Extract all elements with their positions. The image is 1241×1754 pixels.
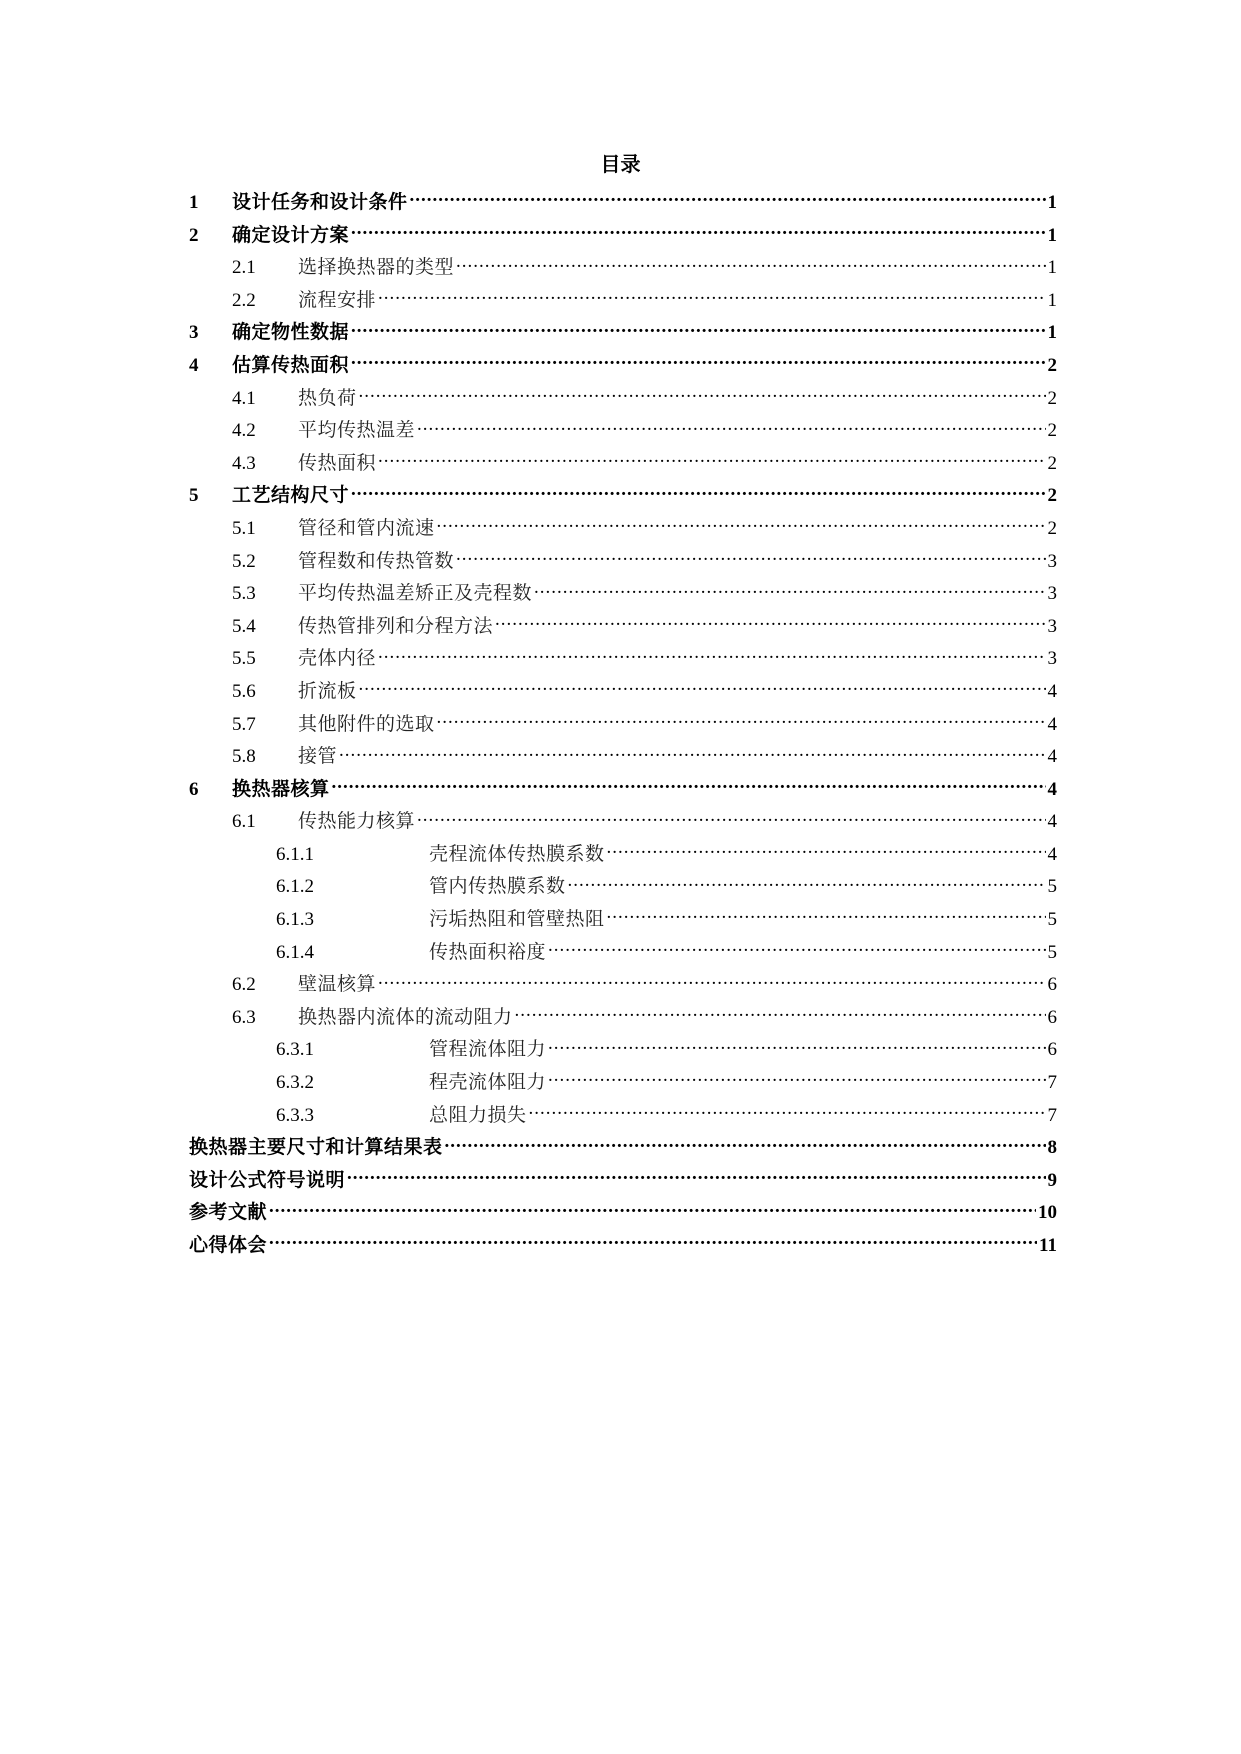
toc-entry-number: 6.3.1 xyxy=(276,1039,314,1061)
toc-entry-number: 5.1 xyxy=(232,517,256,539)
toc-entry-title: 壁温核算 xyxy=(298,973,377,996)
toc-entry[interactable] xyxy=(189,447,1057,480)
toc-entry-title: 工艺结构尺寸 xyxy=(232,484,350,507)
toc-dot-leader xyxy=(607,841,1046,860)
toc-dot-leader xyxy=(347,1167,1045,1186)
toc-entry-page-number: 6 xyxy=(1047,974,1057,996)
toc-entry-title: 管内传热膜系数 xyxy=(429,875,566,898)
toc-dot-leader xyxy=(378,645,1045,664)
toc-dot-leader xyxy=(351,319,1045,338)
toc-entry-page-number: 1 xyxy=(1047,224,1057,246)
toc-dot-leader xyxy=(378,450,1045,469)
toc-entry-page-number: 2 xyxy=(1047,387,1057,409)
toc-dot-leader xyxy=(351,482,1045,501)
toc-entry-title: 换热器核算 xyxy=(232,777,330,800)
toc-entry-number: 6.1 xyxy=(232,811,256,833)
toc-entry-title: 污垢热阻和管壁热阻 xyxy=(429,908,605,931)
toc-entry[interactable] xyxy=(189,479,1057,512)
toc-entry-title: 心得体会 xyxy=(189,1234,268,1256)
toc-entry-number: 5 xyxy=(189,485,199,507)
toc-dot-leader xyxy=(548,939,1045,958)
toc-entry-page-number: 5 xyxy=(1047,909,1057,931)
toc-entry-number: 6.1.1 xyxy=(276,843,314,865)
toc-entry-title: 接管 xyxy=(298,745,338,768)
toc-entry[interactable] xyxy=(189,382,1057,415)
toc-entry-number: 6.3 xyxy=(232,1006,256,1028)
toc-entry[interactable] xyxy=(189,316,1057,349)
toc-entry-page-number: 7 xyxy=(1047,1072,1057,1094)
toc-dot-leader xyxy=(359,678,1046,697)
toc-entry[interactable] xyxy=(189,642,1057,675)
toc-entry-page-number: 6 xyxy=(1047,1039,1057,1061)
toc-entry[interactable] xyxy=(189,968,1057,1001)
toc-entry-page-number: 4 xyxy=(1047,811,1057,833)
toc-entry-page-number: 3 xyxy=(1047,583,1057,605)
toc-dot-leader xyxy=(548,1036,1045,1055)
toc-entry[interactable] xyxy=(189,740,1057,773)
toc-entry-page-number: 2 xyxy=(1047,354,1057,376)
toc-entry[interactable] xyxy=(189,577,1057,610)
toc-dot-leader xyxy=(417,417,1045,436)
toc-entry-page-number: 2 xyxy=(1047,452,1057,474)
toc-entry-title: 管径和管内流速 xyxy=(298,516,435,539)
toc-dot-leader xyxy=(607,906,1046,925)
toc-entry-title: 确定物性数据 xyxy=(232,321,350,344)
toc-entry[interactable] xyxy=(189,708,1057,741)
toc-entry-title: 传热面积 xyxy=(298,451,377,474)
toc-entry-number: 1 xyxy=(189,192,199,213)
toc-entry-page-number: 6 xyxy=(1047,1006,1057,1028)
toc-entry-number: 2 xyxy=(189,224,199,246)
toc-entry-number: 6.3.2 xyxy=(276,1072,314,1094)
toc-entry-title: 估算传热面积 xyxy=(232,353,350,376)
toc-entry[interactable] xyxy=(189,838,1057,871)
toc-dot-leader xyxy=(495,613,1045,632)
toc-entry-page-number: 4 xyxy=(1047,843,1057,865)
toc-title: 目录 xyxy=(600,152,641,176)
toc-entry-number: 4 xyxy=(189,354,199,376)
toc-dot-leader xyxy=(269,1232,1037,1251)
toc-entry-page-number: 3 xyxy=(1047,615,1057,637)
toc-entry[interactable] xyxy=(189,1131,1057,1164)
toc-dot-leader xyxy=(548,1069,1045,1088)
toc-entry[interactable] xyxy=(189,805,1057,838)
toc-entry-title: 管程数和传热管数 xyxy=(298,549,455,572)
toc-entry-page-number: 10 xyxy=(1038,1202,1057,1224)
toc-entry-number: 6.3.3 xyxy=(276,1104,314,1126)
toc-entry[interactable] xyxy=(189,610,1057,643)
toc-entry-number: 3 xyxy=(189,322,199,344)
toc-dot-leader xyxy=(359,385,1046,404)
toc-entry-title: 热负荷 xyxy=(298,386,357,409)
toc-entry[interactable] xyxy=(189,349,1057,382)
toc-entry-page-number: 4 xyxy=(1047,746,1057,768)
toc-entry-title: 传热面积裕度 xyxy=(429,940,547,963)
toc-entry-title: 壳体内径 xyxy=(298,647,377,670)
toc-entry-title: 设计公式符号说明 xyxy=(189,1168,346,1191)
toc-dot-leader xyxy=(378,971,1045,990)
toc-entry[interactable] xyxy=(189,1196,1057,1229)
toc-entry-title: 流程安排 xyxy=(298,288,377,311)
toc-dot-leader xyxy=(437,711,1046,730)
toc-entry-title: 其他附件的选取 xyxy=(298,712,435,735)
toc-entry-title: 确定设计方案 xyxy=(232,223,350,246)
toc-entry-title: 平均传热温差矫正及壳程数 xyxy=(298,582,533,605)
toc-dot-leader xyxy=(351,222,1045,241)
toc-entry-page-number: 5 xyxy=(1047,941,1057,963)
toc-entry-page-number: 7 xyxy=(1047,1104,1057,1126)
toc-entry-title: 壳程流体传热膜系数 xyxy=(429,842,605,865)
toc-entry-page-number: 2 xyxy=(1047,420,1057,442)
toc-entry-number: 5.7 xyxy=(232,713,256,735)
toc-entry-number: 5.5 xyxy=(232,648,256,670)
toc-entry-title: 管程流体阻力 xyxy=(429,1038,547,1061)
toc-entry-page-number: 3 xyxy=(1047,550,1057,572)
toc-dot-leader xyxy=(534,580,1045,599)
toc-entry-page-number: 8 xyxy=(1047,1137,1057,1159)
toc-entry[interactable] xyxy=(189,1229,1057,1262)
toc-entry[interactable] xyxy=(189,512,1057,545)
toc-entry[interactable] xyxy=(189,545,1057,578)
toc-entry[interactable] xyxy=(189,675,1057,708)
toc-entry-page-number: 4 xyxy=(1047,778,1057,800)
toc-entry[interactable] xyxy=(189,903,1057,936)
toc-entry-page-number: 4 xyxy=(1047,713,1057,735)
toc-entry-number: 4.3 xyxy=(232,452,256,474)
toc-entry-number: 6.1.2 xyxy=(276,876,314,898)
toc-entry-page-number: 2 xyxy=(1047,485,1057,507)
toc-dot-leader xyxy=(378,287,1045,306)
toc-entry-number: 6.1.3 xyxy=(276,909,314,931)
toc-dot-leader xyxy=(456,254,1045,273)
toc-entry-number: 5.8 xyxy=(232,746,256,768)
toc-entry-number: 4.2 xyxy=(232,420,256,442)
toc-entry[interactable] xyxy=(189,773,1057,806)
toc-dot-leader xyxy=(351,352,1045,371)
toc-entry-title: 传热管排列和分程方法 xyxy=(298,614,494,637)
toc-dot-leader xyxy=(456,548,1045,567)
toc-entry-number: 5.4 xyxy=(232,615,256,637)
toc-entry[interactable] xyxy=(189,1099,1057,1132)
toc-entry[interactable] xyxy=(189,284,1057,317)
toc-entry-title: 设计任务和设计条件 xyxy=(232,191,408,213)
toc-entry-number: 5.2 xyxy=(232,550,256,572)
toc-entry-page-number: 1 xyxy=(1047,289,1057,311)
toc-entry-page-number: 11 xyxy=(1039,1235,1057,1256)
toc-entry-title: 传热能力核算 xyxy=(298,810,416,833)
toc-entry[interactable] xyxy=(189,1033,1057,1066)
toc-entry-title: 平均传热温差 xyxy=(298,419,416,442)
toc-entry[interactable] xyxy=(189,870,1057,903)
toc-dot-leader xyxy=(568,873,1046,892)
toc-entry[interactable] xyxy=(189,1066,1057,1099)
toc-entry-number: 6.2 xyxy=(232,974,256,996)
toc-entry-title: 程壳流体阻力 xyxy=(429,1071,547,1094)
toc-dot-leader xyxy=(410,189,1046,208)
toc-entry-number: 5.3 xyxy=(232,583,256,605)
toc-entry-number: 2.2 xyxy=(232,289,256,311)
toc-entry[interactable] xyxy=(189,219,1057,252)
toc-entry[interactable] xyxy=(189,936,1057,969)
toc-list xyxy=(189,186,1057,1262)
toc-entry-title: 选择换热器的类型 xyxy=(298,256,455,279)
toc-entry-page-number: 2 xyxy=(1047,517,1057,539)
toc-entry[interactable] xyxy=(189,1001,1057,1034)
toc-entry[interactable] xyxy=(189,251,1057,284)
toc-dot-leader xyxy=(339,743,1045,762)
toc-dot-leader xyxy=(417,808,1045,827)
toc-entry-title: 换热器内流体的流动阻力 xyxy=(298,1005,513,1028)
toc-dot-leader xyxy=(332,776,1046,795)
toc-dot-leader xyxy=(269,1199,1036,1218)
toc-entry-number: 6 xyxy=(189,778,199,800)
toc-dot-leader xyxy=(515,1004,1046,1023)
toc-entry-number: 6.1.4 xyxy=(276,941,314,963)
toc-entry-page-number: 1 xyxy=(1047,192,1057,213)
toc-entry-page-number: 3 xyxy=(1047,648,1057,670)
toc-entry-title: 参考文献 xyxy=(189,1201,268,1224)
toc-entry-page-number: 1 xyxy=(1047,322,1057,344)
toc-dot-leader xyxy=(437,515,1046,534)
toc-entry[interactable] xyxy=(189,414,1057,447)
toc-dot-leader xyxy=(529,1102,1046,1121)
toc-entry[interactable] xyxy=(189,186,1057,219)
toc-entry-page-number: 4 xyxy=(1047,680,1057,702)
toc-entry-page-number: 9 xyxy=(1047,1169,1057,1191)
toc-entry-title: 折流板 xyxy=(298,679,357,702)
toc-entry-page-number: 5 xyxy=(1047,876,1057,898)
toc-entry[interactable] xyxy=(189,1164,1057,1197)
toc-entry-title: 总阻力损失 xyxy=(429,1103,527,1126)
toc-entry-number: 4.1 xyxy=(232,387,256,409)
toc-dot-leader xyxy=(445,1134,1046,1153)
toc-entry-title: 换热器主要尺寸和计算结果表 xyxy=(189,1136,443,1159)
toc-entry-number: 5.6 xyxy=(232,680,256,702)
toc-entry-number: 2.1 xyxy=(232,257,256,279)
toc-entry-page-number: 1 xyxy=(1047,257,1057,279)
